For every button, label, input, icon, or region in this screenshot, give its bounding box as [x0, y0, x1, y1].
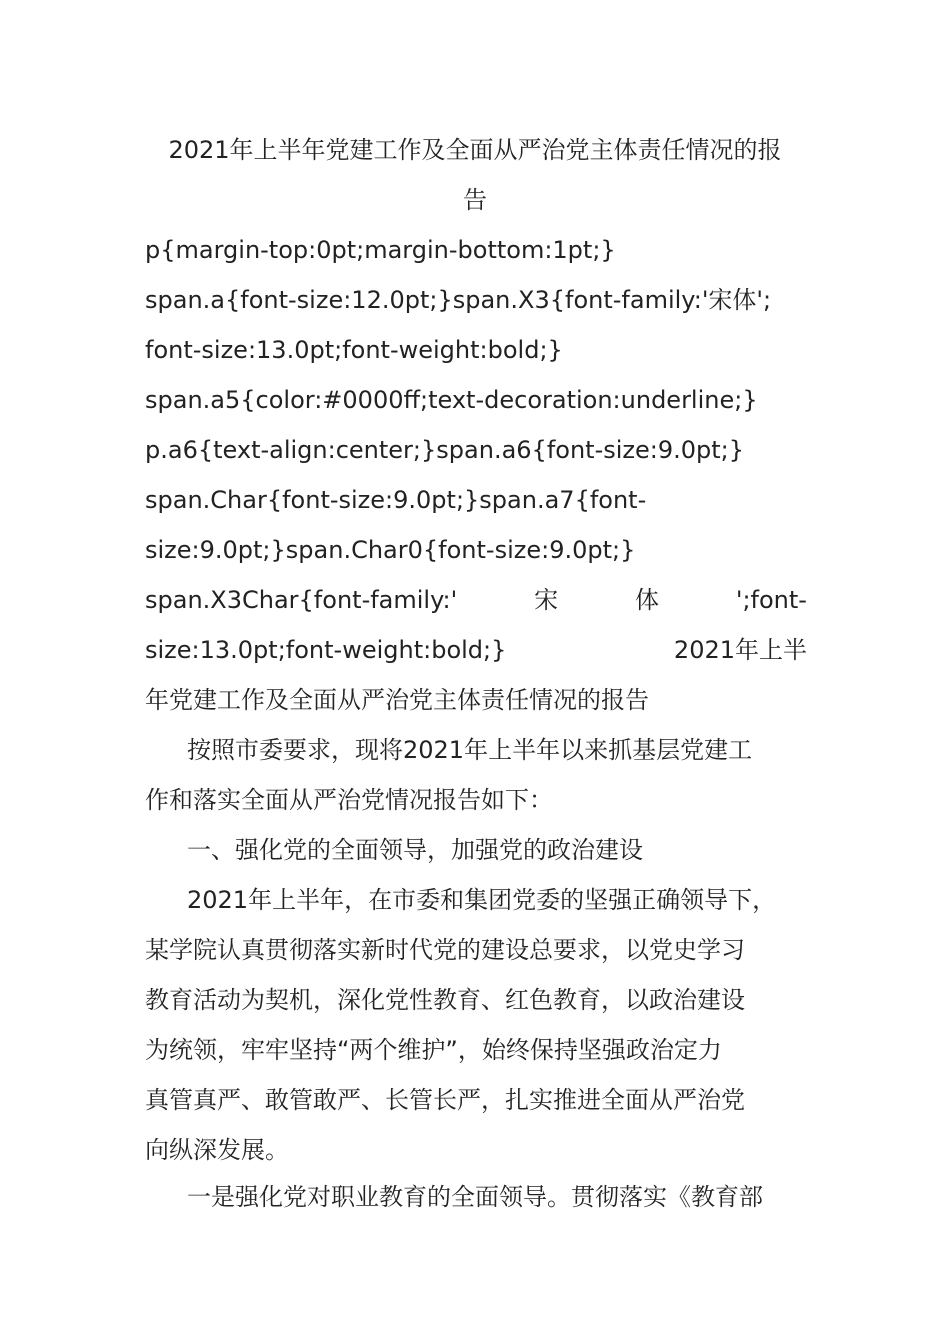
text-segment: 体 — [634, 586, 659, 614]
paragraph-line: 作和落实全面从严治党情况报告如下： — [145, 786, 553, 814]
css-text-line: size:9.0pt;}span.Char0{font-size:9.0pt;} — [145, 536, 636, 564]
paragraph-first-line: 2021年上半年，在市委和集团党委的坚强正确领导下， — [187, 886, 777, 914]
body-title-line: 年党建工作及全面从严治党主体责任情况的报告 — [145, 686, 649, 714]
paragraph-line: 真管真严、敢管敢严、长管长严，扎实推进全面从严治党 — [145, 1086, 745, 1114]
document-title-line-2: 告 — [463, 186, 487, 214]
paragraph-line: 教育活动为契机，深化党性教育、红色教育，以政治建设 — [145, 986, 745, 1014]
css-text-line: span.a5{color:#0000ff;text-decoration:underline;} — [145, 386, 758, 414]
css-text-line: font-size:13.0pt;font-weight:bold;} — [145, 336, 563, 364]
css-text-line: span.Char{font-size:9.0pt;}span.a7{font- — [145, 486, 647, 514]
paragraph-line: 为统领，牢牢坚持“两个维护”，始终保持坚强政治定力 — [145, 1036, 722, 1064]
paragraph-first-line: 一是强化党对职业教育的全面领导。贯彻落实《教育部 — [187, 1183, 763, 1211]
paragraph-line: 某学院认真贯彻落实新时代党的建设总要求，以党史学习 — [145, 936, 745, 964]
text-segment: size:13.0pt;font-weight:bold;} — [145, 636, 507, 664]
paragraph-line: 向纵深发展。 — [145, 1136, 289, 1164]
text-segment: ';font- — [735, 586, 807, 614]
css-text-line: p.a6{text-align:center;}span.a6{font-size:9.0pt;} — [145, 436, 745, 464]
css-text-line-justified — [145, 575, 807, 625]
css-text-line: p{margin-top:0pt;margin-bottom:1pt;} — [145, 236, 616, 264]
css-text-line-justified — [145, 625, 807, 675]
document-title-line-1: 2021年上半年党建工作及全面从严治党主体责任情况的报 — [168, 136, 782, 164]
section-heading: 一、强化党的全面领导，加强党的政治建设 — [187, 836, 643, 864]
paragraph-first-line: 按照市委要求，现将2021年上半年以来抓基层党建工 — [187, 736, 753, 764]
text-segment: span.X3Char{font-family:' — [145, 586, 458, 614]
css-text-line: span.a{font-size:12.0pt;}span.X3{font-family:'宋体'; — [145, 286, 772, 314]
text-segment: 宋 — [534, 586, 559, 614]
text-segment: 2021年上半 — [673, 636, 807, 664]
